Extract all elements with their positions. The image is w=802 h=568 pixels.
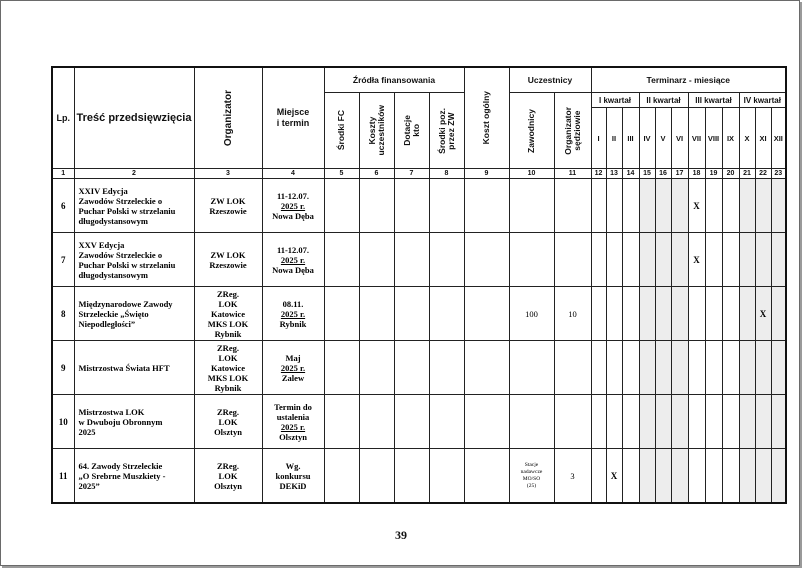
header-month: XII <box>771 108 786 169</box>
row-sedziowie <box>554 341 591 395</box>
row-place: 11-12.07. 2025 r. Nowa Dęba <box>262 233 324 287</box>
row-sedziowie <box>554 179 591 233</box>
header-month: IV <box>639 108 655 169</box>
row-title: Międzynarodowe Zawody Strzeleckie „Święto Niepodległości” <box>74 287 194 341</box>
row-place: Maj 2025 r. Zalew <box>262 341 324 395</box>
header-uczestnicy: Uczestnicy <box>509 67 591 93</box>
row-title: XXV Edycja Zawodów Strzeleckie o Puchar Polski w strzelaniu długodystansowym <box>74 233 194 287</box>
header-month: VIII <box>705 108 722 169</box>
header-tresc: Treść przedsięwzięcia <box>74 67 194 169</box>
column-number: 4 <box>262 169 324 179</box>
header-month: VII <box>688 108 705 169</box>
column-number: 14 <box>622 169 639 179</box>
row-sedziowie <box>554 233 591 287</box>
column-number: 12 <box>591 169 606 179</box>
header-quarter-1: I kwartał <box>591 93 639 108</box>
column-number: 8 <box>429 169 464 179</box>
row-place: 08.11. 2025 r. Rybnik <box>262 287 324 341</box>
column-number: 22 <box>755 169 771 179</box>
header-month: I <box>591 108 606 169</box>
table-row <box>52 287 786 341</box>
column-number: 2 <box>74 169 194 179</box>
header-month: II <box>606 108 622 169</box>
header-month: XI <box>755 108 771 169</box>
header-organizator-sedziowie: Organizator sędziowie <box>554 93 591 169</box>
row-organizer: ZReg. LOK Olsztyn <box>194 449 262 504</box>
table-row <box>52 179 786 233</box>
column-number: 9 <box>464 169 509 179</box>
header-srodki-zw: Środki poz. przez ZW <box>429 93 464 169</box>
row-zawodnicy <box>509 395 554 449</box>
column-number: 17 <box>671 169 688 179</box>
column-number: 11 <box>554 169 591 179</box>
header-dotacje: Dotacje kto <box>394 93 429 169</box>
row-lp: 11 <box>52 449 74 504</box>
header-organizator: Organizator <box>194 67 262 169</box>
column-number: 6 <box>359 169 394 179</box>
row-place: Termin do ustalenia 2025 r. Olsztyn <box>262 395 324 449</box>
row-title: Mistrzostwa Świata HFT <box>74 341 194 395</box>
header-month: III <box>622 108 639 169</box>
header-month: V <box>655 108 671 169</box>
row-lp: 9 <box>52 341 74 395</box>
row-title: Mistrzostwa LOK w Dwuboju Obronnym 2025 <box>74 395 194 449</box>
events-table <box>51 66 787 504</box>
row-organizer: ZReg. LOK Katowice MKS LOK Rybnik <box>194 287 262 341</box>
month-mark: X <box>755 287 771 341</box>
row-title: XXIV Edycja Zawodów Strzeleckie o Puchar Polski w strzelaniu długodystansowym <box>74 179 194 233</box>
column-number: 1 <box>52 169 74 179</box>
header-lp: Lp. <box>52 67 74 169</box>
row-place: 11-12.07. 2025 r. Nowa Dęba <box>262 179 324 233</box>
header-zrodla-finansowania: Źródła finansowania <box>324 67 464 93</box>
column-number: 7 <box>394 169 429 179</box>
header-quarter-3: III kwartał <box>688 93 739 108</box>
column-number: 23 <box>771 169 786 179</box>
column-number: 16 <box>655 169 671 179</box>
header-miejsce: Miejsce i termin <box>262 67 324 169</box>
column-number: 20 <box>722 169 739 179</box>
header-month: VI <box>671 108 688 169</box>
row-zawodnicy <box>509 179 554 233</box>
row-organizer: ZW LOK Rzeszowie <box>194 233 262 287</box>
row-lp: 7 <box>52 233 74 287</box>
column-number: 3 <box>194 169 262 179</box>
month-mark: X <box>606 449 622 504</box>
table-row <box>52 341 786 395</box>
column-number-row <box>52 169 786 179</box>
month-mark: X <box>688 179 705 233</box>
row-sedziowie: 10 <box>554 287 591 341</box>
row-zawodnicy <box>509 233 554 287</box>
header-koszt-ogolny: Koszt ogólny <box>464 67 509 169</box>
row-lp: 8 <box>52 287 74 341</box>
column-number: 10 <box>509 169 554 179</box>
header-quarter-2: II kwartał <box>639 93 688 108</box>
table-row <box>52 449 786 504</box>
row-zawodnicy: Stacje nadawcze MO/SO (25) <box>509 449 554 504</box>
column-number: 21 <box>739 169 755 179</box>
header-terminarz: Terminarz - miesiące <box>591 67 786 93</box>
column-number: 5 <box>324 169 359 179</box>
row-lp: 6 <box>52 179 74 233</box>
header-quarter-4: IV kwartał <box>739 93 786 108</box>
row-sedziowie: 3 <box>554 449 591 504</box>
page-number: 39 <box>395 528 407 542</box>
column-number: 13 <box>606 169 622 179</box>
row-place: Wg. konkursu DEKiD <box>262 449 324 504</box>
row-zawodnicy <box>509 341 554 395</box>
row-title: 64. Zawody Strzeleckie „O Srebrne Muszkiety - 2025” <box>74 449 194 504</box>
column-number: 18 <box>688 169 705 179</box>
column-number: 15 <box>639 169 655 179</box>
row-zawodnicy: 100 <box>509 287 554 341</box>
row-sedziowie <box>554 395 591 449</box>
row-organizer: ZReg. LOK Katowice MKS LOK Rybnik <box>194 341 262 395</box>
header-zawodnicy: Zawodnicy <box>509 93 554 169</box>
header-month: X <box>739 108 755 169</box>
row-lp: 10 <box>52 395 74 449</box>
month-mark: X <box>688 233 705 287</box>
row-organizer: ZReg. LOK Olsztyn <box>194 395 262 449</box>
header-month: IX <box>722 108 739 169</box>
header-srodki-fc: Środki FC <box>324 93 359 169</box>
column-number: 19 <box>705 169 722 179</box>
table-row <box>52 395 786 449</box>
row-organizer: ZW LOK Rzeszowie <box>194 179 262 233</box>
table-row <box>52 233 786 287</box>
header-koszty-uczestnikow: Koszty uczestników <box>359 93 394 169</box>
